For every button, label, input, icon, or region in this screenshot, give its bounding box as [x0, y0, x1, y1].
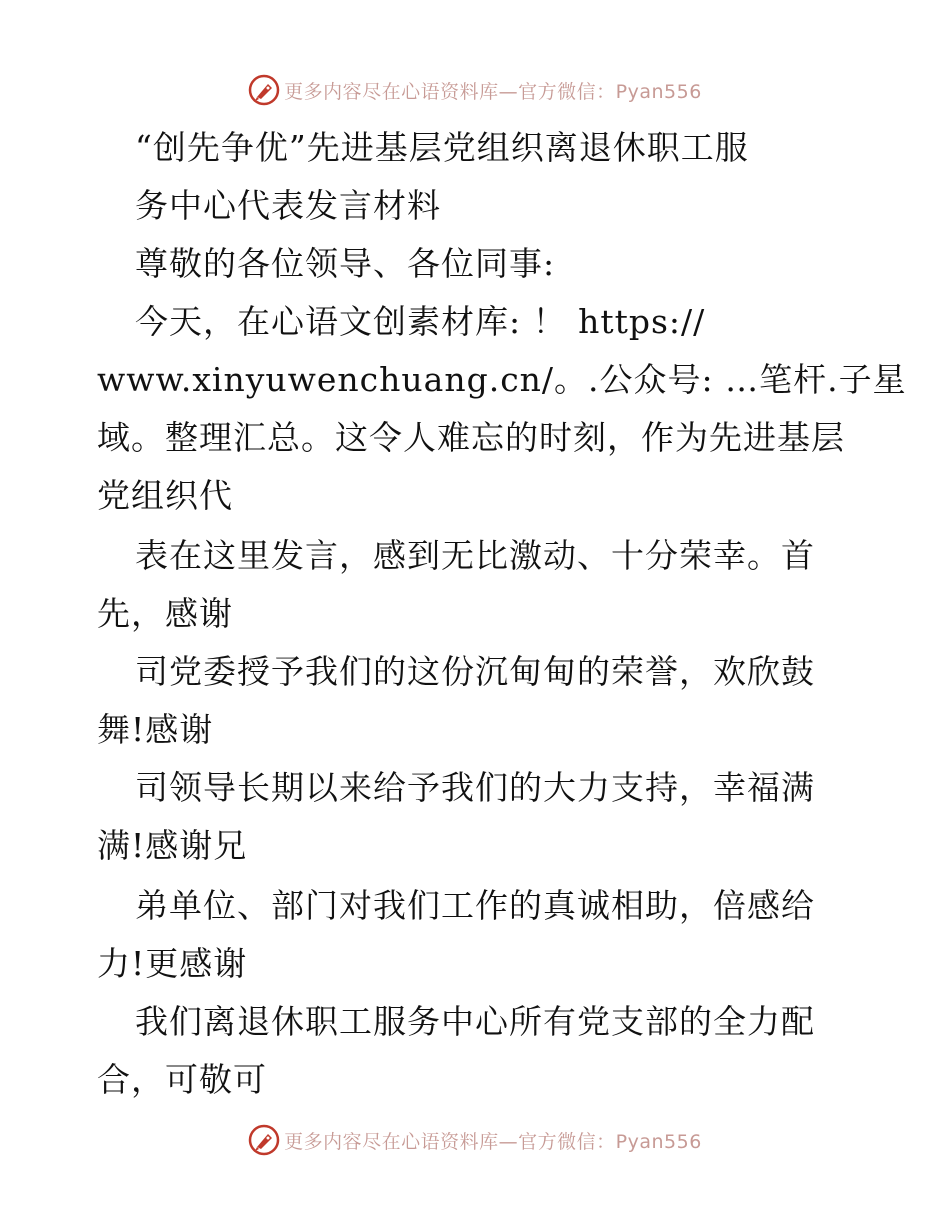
document-title-line-1: “创先争优”先进基层党组织离退休职工服: [135, 128, 749, 167]
paragraph-line: 舞!感谢: [97, 710, 214, 749]
paragraph-line: www.xinyuwenchuang.cn/。.公众号: …笔杆.子星: [97, 360, 907, 399]
footer-watermark-banner: [0, 1120, 950, 1160]
header-watermark-text: 更多内容尽在心语资料库—官方微信：Pyan556: [284, 80, 702, 103]
paragraph-line: 力!更感谢: [97, 944, 248, 983]
paragraph-line: 司领导长期以来给予我们的大力支持，幸福满: [135, 768, 815, 807]
footer-watermark-text: 更多内容尽在心语资料库—官方微信：Pyan556: [284, 1130, 702, 1153]
document-title-line-2: 务中心代表发言材料: [135, 186, 441, 225]
salutation: 尊敬的各位领导、各位同事:: [135, 244, 556, 283]
pen-nib-logo-icon: [248, 1124, 280, 1156]
paragraph-line: 我们离退休职工服务中心所有党支部的全力配: [135, 1002, 815, 1041]
paragraph-line: 合，可敬可: [97, 1060, 267, 1099]
paragraph-line: 今天，在心语文创素材库: ！ https://: [135, 302, 706, 341]
paragraph-line: 弟单位、部门对我们工作的真诚相助，倍感给: [135, 886, 815, 925]
paragraph-line: 表在这里发言，感到无比激动、十分荣幸。首: [135, 536, 815, 575]
paragraph-line: 先，感谢: [97, 594, 233, 633]
paragraph-line: 党组织代: [97, 476, 233, 515]
paragraph-line: 司党委授予我们的这份沉甸甸的荣誉，欢欣鼓: [135, 652, 815, 691]
paragraph-line: 域。整理汇总。这令人难忘的时刻，作为先进基层: [97, 418, 845, 457]
paragraph-line: 满!感谢兄: [97, 826, 248, 865]
